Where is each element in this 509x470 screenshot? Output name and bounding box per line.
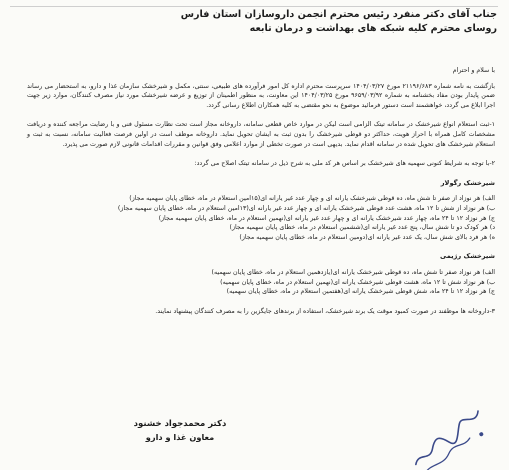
item-1-paragraph: ۱-ثبت استعلام انواع شیرخشک در سامانه تیتک الزامی است لیکن در موارد خاص قطعی سامانه، داروخانه مجاز است تحت نظارت مسئول فنی و با رضایت مراجعه کننده و دریافت مشخصات کامل همراه با احراز هویت، حداکثر دو قوطی شیرخشک را بدون ثبت به ایشان تحویل نماید. داروخانه موظف است در اولین فرصت فعالیت سامانه، نسبت به ثبت و استعلام شیرخشک های تحویل شده در سامانه اقدام نماید. بدیهی است در صورت تخطی از موارد اعلامی وفق قوانین و مقررات اقدامات قانونی لازم صورت می پذیرد. [27, 121, 495, 148]
regular-line-b: ب) هر نوزاد از شش تا ۱۲ ماه، هشت عدد قوطی شیرخشک یارانه ای و چهار عدد غیر یارانه ای(۱۳امین استعلام در ماه، خطای پایان سهمیه مجاز) [117, 204, 495, 212]
special-formula-title: شیرخشک رژیمی [440, 252, 495, 261]
regular-line-d: د) هر کودک دو تا شش سال، پنج عدد غیر یارانه ای(ششمین استعلام در ماه، خطای پایان سهمیه مجاز) [229, 224, 495, 232]
greeting: با سلام و احترام [452, 67, 495, 74]
regular-line-c: ج) هر نوزاد ۱۲ تا ۲۴ ماه، چهار عدد شیرخشک یارانه ای و چهار عدد غیر یارانه ای(نهمین استعلام در ماه، خطای پایان سهمیه مجاز) [158, 214, 495, 222]
letter-body [27, 66, 495, 316]
regular-line-e: ه) هر فرد بالای شش سال، یک عدد غیر یارانه ای(دومین استعلام در ماه، خطای پایان سهمیه مجاز) [239, 233, 495, 241]
recipient-heading [27, 8, 497, 36]
item-3-paragraph: ۳-داروخانه ها موظفند در صورت کمبود موقت یک برند شیرخشک، استفاده از برندهای جایگزین را به مصرف کنندگان پیشنهاد نمایند. [155, 307, 495, 315]
top-border-line [10, 6, 498, 7]
recipient-line-2: روسای محترم کلیه شبکه های بهداشت و درمان تابعه [249, 23, 497, 34]
signature-block [70, 418, 290, 443]
special-line-c: ج) هر نوزاد ۱۲ تا ۲۴ ماه، شش قوطی شیرخشک یارانه ای(هفتمین استعلام در ماه، خطای پایان سهمیه) [226, 288, 495, 296]
special-line-a: الف) هر نوزاد صفر تا شش ماه، ده قوطی شیرخشک یارانه ای(یازدهمین استعلام در ماه، خطای پایان سهمیه) [211, 268, 495, 276]
signatory-name: دکتر محمدجواد خشنود [133, 419, 227, 429]
regular-line-a: الف) هر نوزاد از صفر تا شش ماه، ده قوطی شیرخشک یارانه ای و چهار عدد غیر یارانه ای(۱۵امین استعلام در ماه، خطای پایان سهمیه مجاز) [129, 195, 495, 203]
item-2-paragraph: ۲-با توجه به شرایط کنونی سهمیه های شیرخشک بر اساس هر کد ملی به شرح ذیل در سامانه تیتک اصلاح می گردد: [194, 160, 495, 168]
intro-paragraph: بازگشت به نامه شماره ۲۱۱۹۶/۶۸۳ مورخ ۱۴۰۴/۰۳/۲۷ سرپرست محترم اداره کل امور فرآورده های طبیعی، سنتی، مکمل و شیرخشک سازمان غذا و دارو، به استحضار می رساند ضمن پایدار بودن مفاد بخشنامه به شماره ۹۶۵۹/۰۳/۹۲ مورخ ۱۴۰۴/۰۳/۲۵ این معاونت، به منظور اطمینان از توزیع و عرضه شیرخشک مورد نیاز مصرف کنندگان، موارد زیر جهت اجرا ابلاغ می گردد، خواهشمند است دستور فرمائید موضوع به نحو مقتضی به کلیه همکاران اطلاع رسانی گردد. [27, 82, 495, 109]
signatory-title: معاون غذا و دارو [145, 432, 215, 442]
special-line-b: ب) هر نوزاد شش تا ۱۲ ماه، هشت قوطی شیرخشک یارانه ای(نهمین استعلام در ماه، خطای پایان سهمیه) [220, 278, 495, 286]
handwritten-note [392, 385, 508, 470]
recipient-line-1: جناب آقای دکتر منفرد رئیس محترم انجمن داروسازان استان فارس [180, 9, 497, 20]
regular-formula-title: شیرخشک رگولار [440, 178, 495, 187]
